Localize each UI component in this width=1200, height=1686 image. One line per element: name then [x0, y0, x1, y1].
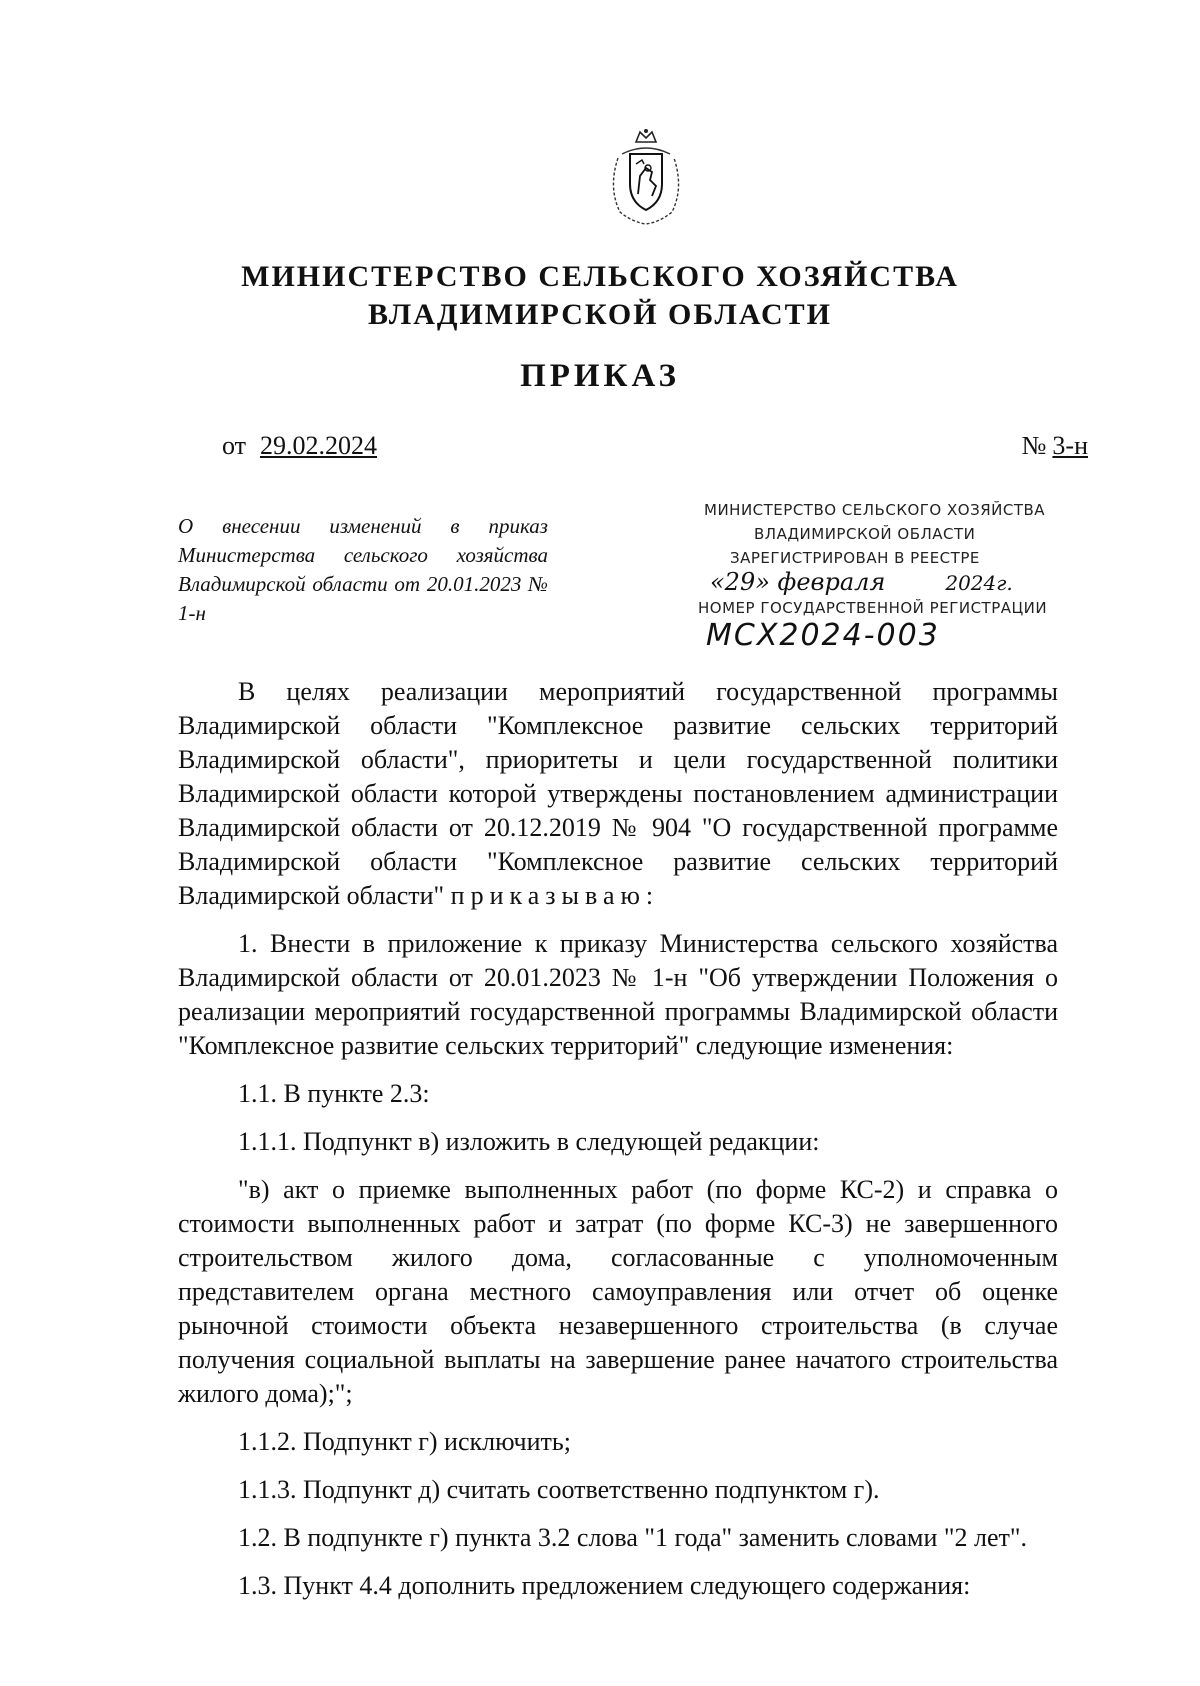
stamp-line-2: ВЛАДИМИРСКОЙ ОБЛАСТИ: [754, 525, 976, 543]
ministry-line-2: ВЛАДИМИРСКОЙ ОБЛАСТИ: [368, 298, 832, 331]
paragraph-1-1-2: 1.1.2. Подпункт г) исключить;: [238, 1427, 571, 1456]
stamp-year: 2024г.: [945, 571, 1013, 595]
paragraph-1-1: 1.1. В пункте 2.3:: [238, 1079, 430, 1108]
paragraph-1-1-1: 1.1.1. Подпункт в) изложить в следующей редакции:: [238, 1127, 820, 1156]
stamp-line-1: МИНИСТЕРСТВО СЕЛЬСКОГО ХОЗЯЙСТВА: [704, 501, 1046, 519]
registration-stamp: [698, 498, 1058, 653]
stamp-registration-number: МСХ2024-003: [706, 618, 940, 653]
order-number: [1022, 431, 1088, 461]
order-subject: О внесении изменений в приказ Министерства сельского хозяйства Владимирской области от 20.01.2023 № 1-н: [178, 514, 548, 625]
stamp-date-row: [710, 570, 1058, 596]
coat-of-arms-icon: [602, 128, 690, 226]
date-value: 29.02.2024: [260, 431, 378, 460]
ministry-line-1: МИНИСТЕРСТВО СЕЛЬСКОГО ХОЗЯЙСТВА: [241, 260, 959, 293]
paragraph-intro: [178, 675, 1058, 913]
ministry-heading: [0, 258, 1200, 334]
paragraph-1: 1. Внести в приложение к приказу Министерства сельского хозяйства Владимирской области от 20.01.2023 № 1-н "Об утверждении Положения о реализации мероприятий государственной программы Владимирской области "Комплексное развитие сельских территорий" следующие изменения:: [178, 929, 1058, 1060]
number-value: 3-н: [1052, 431, 1088, 460]
intro-text: В целях реализации мероприятий государственной программы Владимирской области "Комплексное развитие сельских территорий Владимирской области", приоритеты и цели государственной политики Владимирской области которой утверждены постановлением администрации Владимирской области от 20.12.2019 № 904 "О государственной программе Владимирской области "Комплексное развитие сельских территорий Владимирской области": [178, 677, 1058, 910]
number-prefix: №: [1021, 431, 1047, 460]
order-date: [222, 431, 377, 461]
paragraph-1-1-3: 1.1.3. Подпункт д) считать соответственно подпунктом г).: [238, 1475, 880, 1504]
paragraph-quote: "в) акт о приемке выполненных работ (по форме КС-2) и справка о стоимости выполненных работ и затрат (по форме КС-3) не завершенного строительством жилого дома, согласованные с уполномоченным представителем органа местного самоуправления или отчет об оценке рыночной стоимости объекта незавершенного строительства (в случае получения социальной выплаты на завершение ранее начатого строительства жилого дома);";: [178, 1175, 1058, 1408]
order-title: ПРИКАЗ: [520, 358, 680, 394]
paragraph-1-3: 1.3. Пункт 4.4 дополнить предложением следующего содержания:: [238, 1571, 971, 1600]
stamp-handwritten-date: «29» февраля: [710, 568, 886, 596]
stamp-line-5: НОМЕР ГОСУДАРСТВЕННОЙ РЕГИСТРАЦИИ: [698, 599, 1048, 617]
intro-spaced-word: приказываю:: [450, 881, 660, 910]
order-body: [178, 675, 1058, 1603]
date-prefix: от: [222, 431, 247, 460]
stamp-line-3: ЗАРЕГИСТРИРОВАН В РЕЕСТРЕ: [730, 549, 980, 567]
paragraph-1-2: 1.2. В подпункте г) пункта 3.2 слова "1 года" заменить словами "2 лет".: [238, 1523, 1027, 1552]
